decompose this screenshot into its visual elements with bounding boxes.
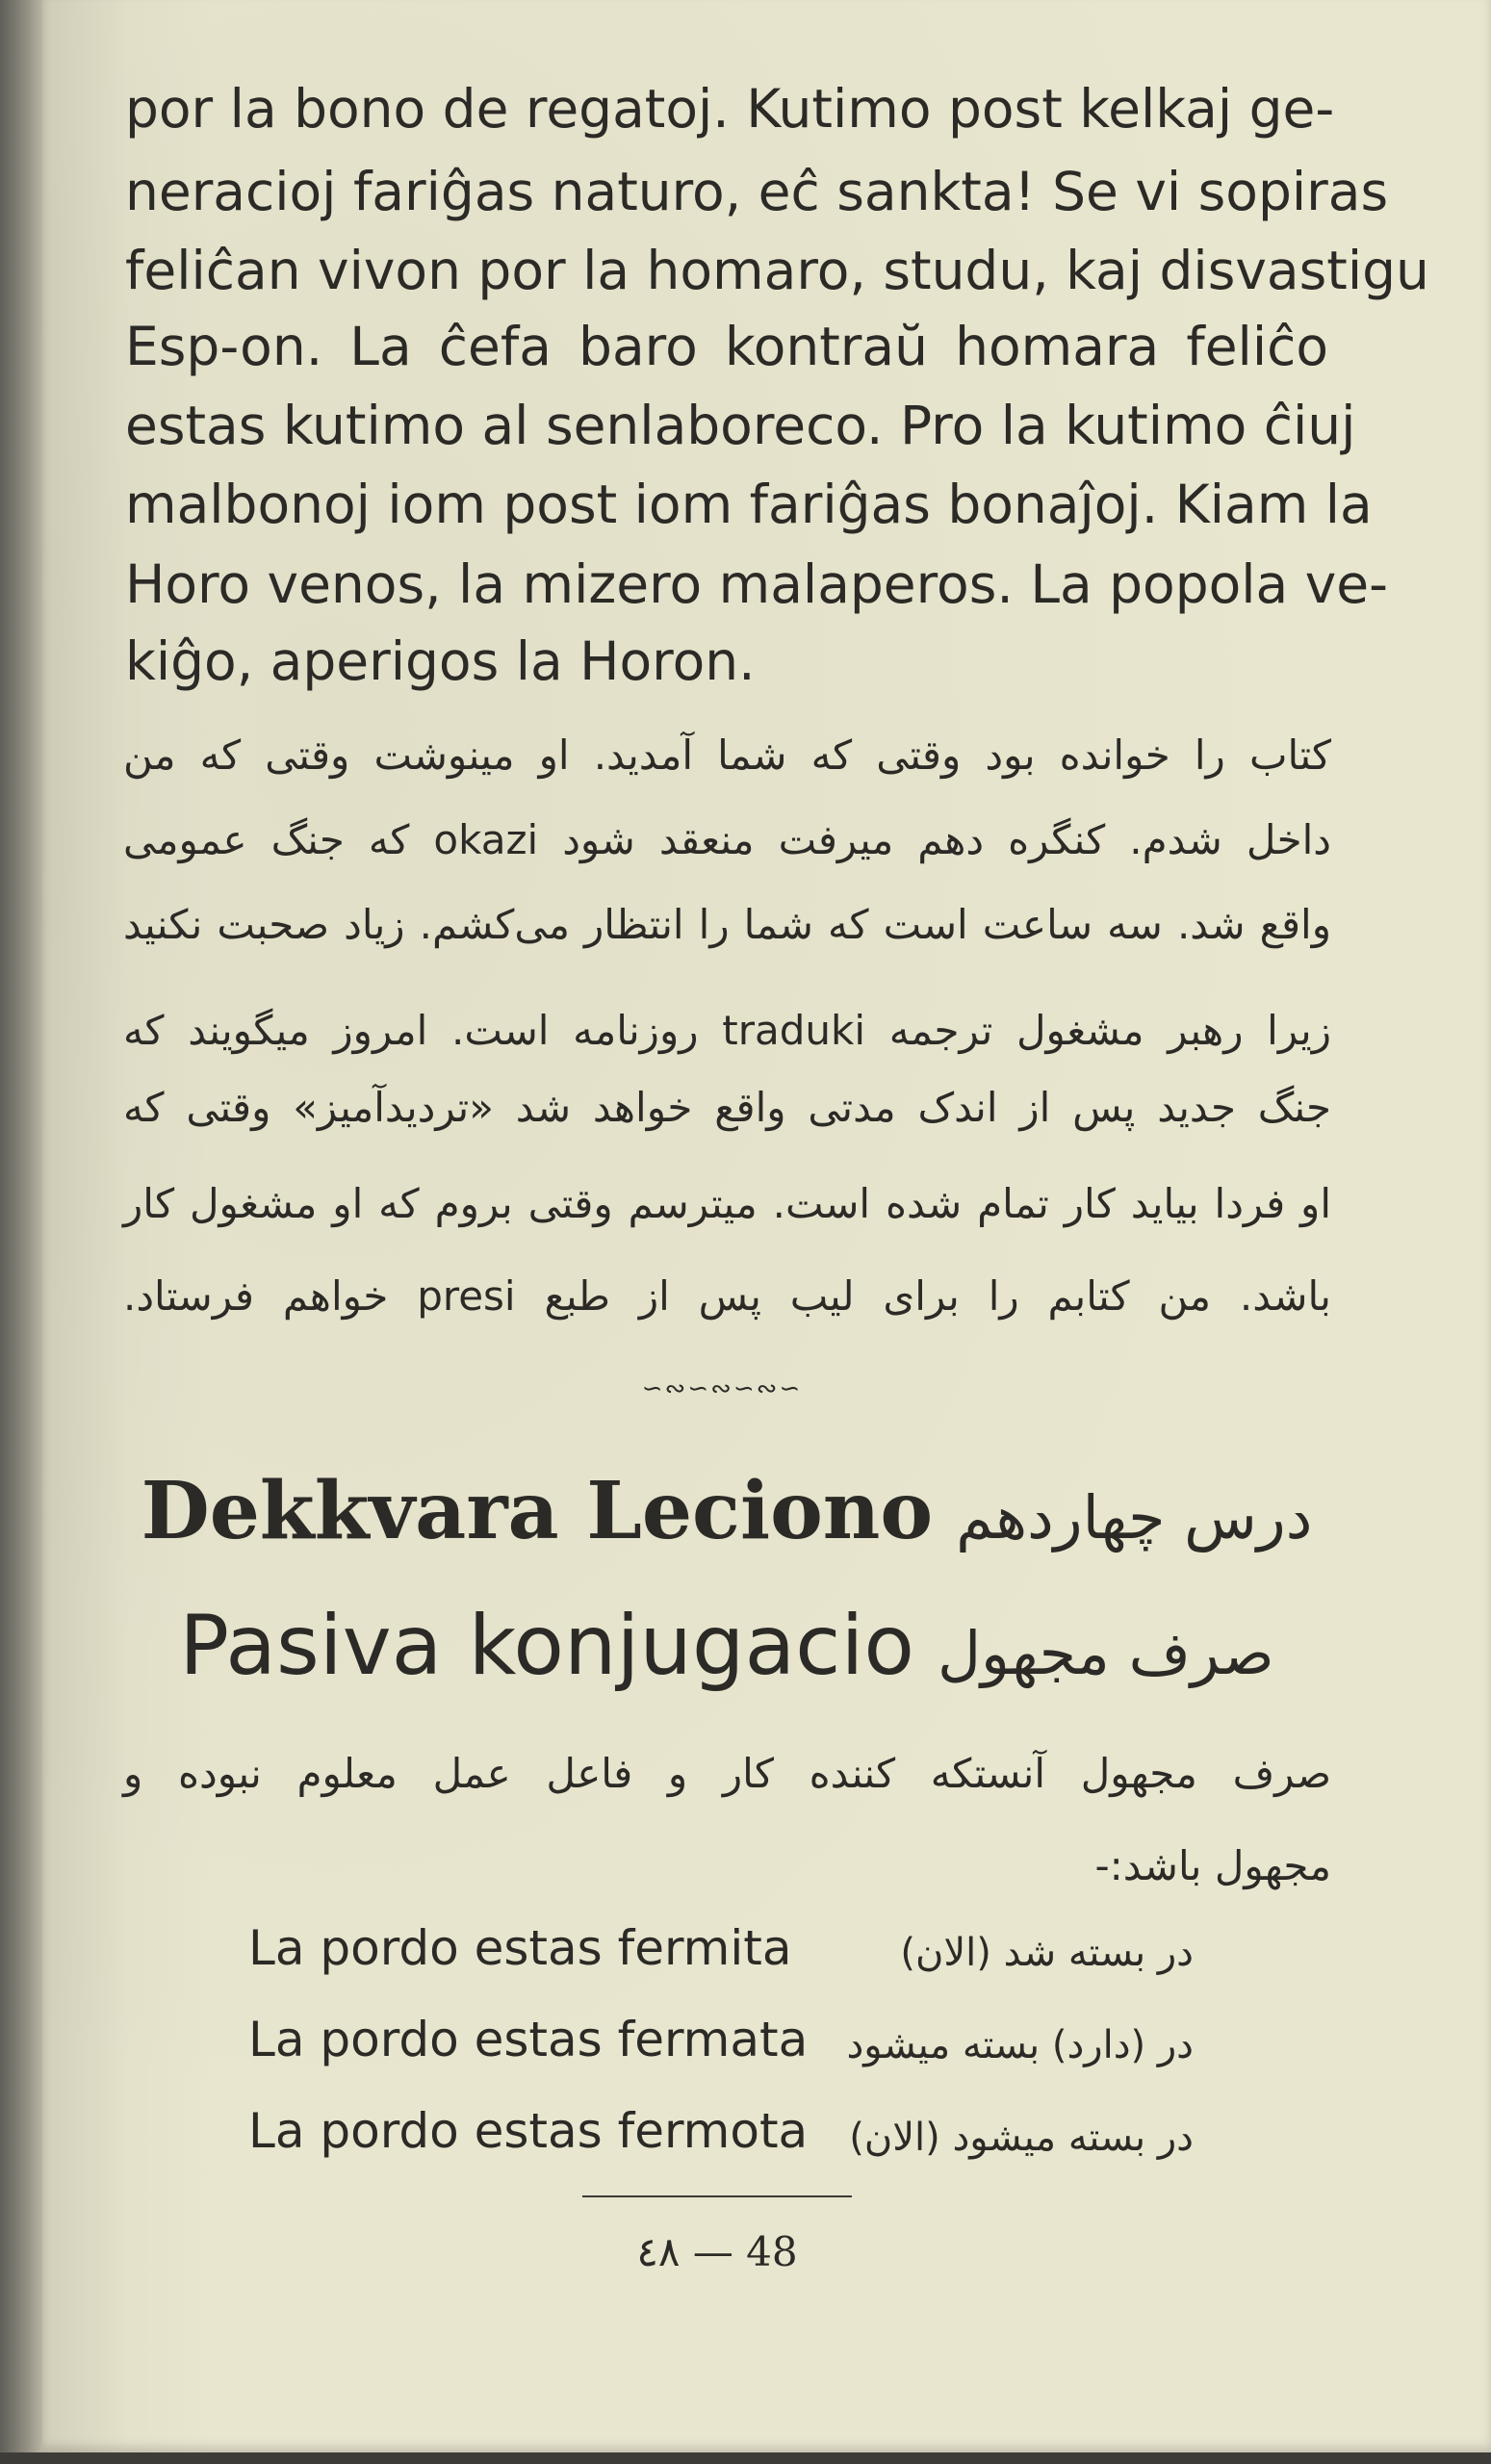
page-number: ٤٨ — 48 bbox=[636, 2228, 798, 2275]
latin-line-2: neracioj fariĝas naturo, eĉ sankta! Se vi sopiras bbox=[125, 161, 1389, 222]
example-1-latin: La pordo estas fermita bbox=[248, 1920, 792, 1976]
footer-rule bbox=[582, 2195, 852, 2197]
definition-line-2: مجهول باشد:- bbox=[1094, 1842, 1331, 1889]
persian-line-3: واقع شد. سه ساعت است که شما را انتظار می‌کشم. زیاد صحبت نکنید bbox=[123, 901, 1331, 948]
latin-line-4: Esp-on. La ĉefa baro kontraŭ homara feliĉo bbox=[125, 316, 1328, 377]
latin-line-5: estas kutimo al senlaboreco. Pro la kutimo ĉiuj bbox=[125, 395, 1356, 456]
persian-line-1: کتاب را خوانده بود وقتی که شما آمدید. او مینوشت وقتی که من bbox=[123, 732, 1331, 779]
lesson-title-latin: Dekkvara Leciono bbox=[141, 1465, 934, 1557]
latin-line-8: kiĝo, aperigos la Horon. bbox=[125, 630, 756, 692]
lesson-subtitle bbox=[125, 1598, 1328, 1694]
lesson-subtitle-latin: Pasiva konjugacio bbox=[179, 1598, 914, 1694]
persian-line-2: داخل شدم. کنگره دهم میرفت منعقد شود okazi که جنگ عمومی bbox=[123, 816, 1332, 863]
example-3-latin: La pordo estas fermota bbox=[248, 2103, 809, 2159]
example-2-persian: در (دارد) بسته میشود bbox=[846, 2023, 1194, 2067]
section-ornament: ∽∾∽∾∽∾∽ bbox=[641, 1374, 803, 1403]
lesson-title bbox=[125, 1465, 1328, 1557]
persian-line-5: جنگ جدید پس از اندک مدتی واقع خواهد شد «تردیدآمیز» وقتی که bbox=[123, 1084, 1331, 1131]
page-bottom-edge bbox=[0, 2452, 1491, 2464]
persian-line-6: او فردا بیاید کار تمام شده است. میترسم وقتی بروم که او مشغول کار bbox=[123, 1180, 1331, 1227]
book-spine bbox=[0, 0, 42, 2464]
persian-line-4: زیرا رهبر مشغول ترجمه traduki روزنامه است. امروز میگویند که bbox=[123, 1007, 1331, 1054]
latin-line-1: por la bono de regatoj. Kutimo post kelkaj ge- bbox=[125, 78, 1335, 140]
example-2-latin: La pordo estas fermata bbox=[248, 2012, 809, 2067]
persian-line-7: باشد. من کتابم را برای لیب پس از طبع presi خواهم فرستاد. bbox=[123, 1272, 1331, 1320]
latin-line-7: Horo venos, la mizero malaperos. La popola ve- bbox=[125, 553, 1388, 615]
lesson-subtitle-persian: صرف مجهول bbox=[937, 1618, 1274, 1688]
latin-line-6: malbonoj iom post iom fariĝas bonaĵoj. Kiam la bbox=[125, 474, 1373, 535]
latin-line-3: feliĉan vivon por la homaro, studu, kaj disvastigu bbox=[125, 240, 1429, 301]
lesson-title-persian: درس چهاردهم bbox=[956, 1482, 1313, 1553]
example-1-persian: در بسته شد (الان) bbox=[900, 1931, 1194, 1975]
definition-line-1: صرف مجهول آنستکه کننده کار و فاعل عمل معلوم نبوده و bbox=[123, 1750, 1331, 1797]
example-3-persian: در بسته میشود (الان) bbox=[849, 2116, 1194, 2160]
